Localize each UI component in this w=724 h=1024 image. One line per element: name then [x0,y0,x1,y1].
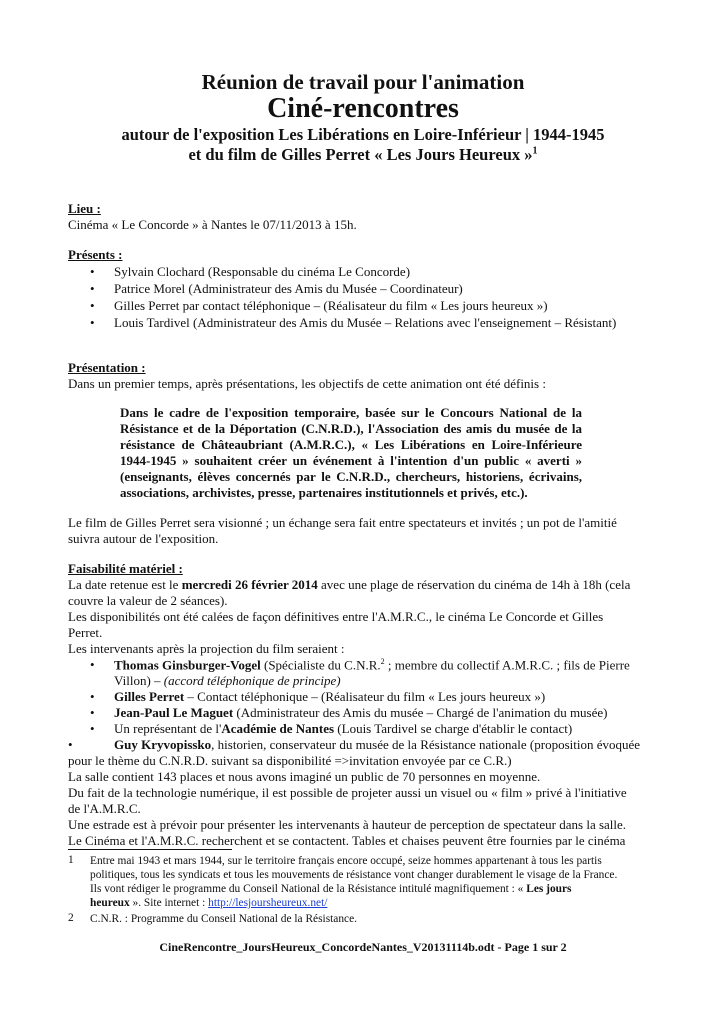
subtitle-line-2-text: et du film de Gilles Perret « Les Jours Heureux » [188,145,533,164]
objective-quote: Dans le cadre de l'exposition temporaire, basée sur le Concours National de la Résistance et de la Déportation (C.N.R.D.), l'Association des amis du musée de la résistance de Châteaubriant (A.M.R.C.), « Les Libérations en Loire-Inférieure 1944-1945 » souhaitent créer un événement à l'intention d'un public « averti » (enseignants, élèves concernés par le C.N.R.D., chercheurs, historiens, écrivains, associations, archivistes, presse, partenaires institutionnels et privés, etc.). [120,405,582,500]
date-line [68,577,630,593]
present-item: Gilles Perret par contact téléphonique – (Réalisateur du film « Les jours heureux ») [114,298,548,313]
bullet: • [90,705,95,720]
footnote-1-line-1: Entre mai 1943 et mars 1944, sur le territoire français encore occupé, seize hommes appartenant à tous les partis [90,855,602,867]
intervenant-text: Un représentant de l' [114,721,222,736]
date-post: avec une plage de réservation du cinéma de 14h à 18h (cela [317,577,631,592]
intervenant-name: Académie de Nantes [221,721,335,736]
footnote-text: Ils vont rédiger le programme du Conseil National de la Résistance intitulé magnifiquement : « [90,883,527,895]
intervenant-1 [114,657,630,673]
intervenant-1-line-2 [114,673,341,689]
intervenant-text: (Spécialiste du C.N.R. [260,657,381,673]
bullet: • [90,315,95,330]
presentation-after-1: Le film de Gilles Perret sera visionné ; un échange sera fait entre spectateurs et invités ; un pot de l'amitié [68,515,617,530]
website-link[interactable]: http://lesjoursheureux.net/ [208,897,328,909]
intervenant-2 [114,689,545,705]
bullet: • [90,657,95,672]
present-item: Louis Tardivel (Administrateur des Amis du Musée – Relations avec l'enseignement – Résistant) [114,315,617,330]
footnote-ref-1[interactable]: 1 [532,145,538,157]
cinema-text: Le Cinéma et l'A.M.R.C. recherchent et se contactent. Tables et chaises peuvent être fournies par le cinéma [68,833,626,848]
footnote-text: ». Site internet : [129,897,209,909]
footnote-1-line-4 [90,896,327,911]
estrade-text: Une estrade est à prévoir pour présenter les intervenants à hauteur de perception de spectateur dans la salle. [68,817,627,832]
bullet: • [90,689,95,704]
present-item: Sylvain Clochard (Responsable du cinéma Le Concorde) [114,264,411,279]
bullet: • [90,264,95,279]
footnote-1-line-2: politiques, tous les syndicats et tous les mouvements de résistance vont changer durablement le visage de la France. [90,869,618,881]
intervenants-intro: Les intervenants après la projection du film seraient : [68,641,345,656]
footnote-bold: Les jours [526,883,572,895]
intervenant-note: (accord téléphonique de principe) [163,673,341,688]
dispo-line-2: Perret. [68,625,103,640]
dispo-line-1: Les disponibilités ont été calées de façon définitives entre l'A.M.R.C., le cinéma Le Concorde et Gilles [68,609,604,624]
intervenant-text: Villon) – [114,673,164,688]
intervenant-text: , historien, conservateur du musée de la Résistance nationale (proposition évoquée [211,737,641,752]
intervenant-name: Gilles Perret [114,689,185,704]
title-line-1: Réunion de travail pour l'animation [201,70,525,94]
footnote-bold: heureux [90,897,130,909]
date-line-2: couvre la valeur de 2 séances). [68,593,228,608]
intervenant-5-line-2: pour le thème du C.N.R.D. suivant sa disponibilité =>invitation envoyée par ce C.R.) [68,753,512,768]
footnote-1-line-3 [90,882,571,897]
lieu-text: Cinéma « Le Concorde » à Nantes le 07/11/2013 à 15h. [68,217,357,232]
techno-line-2: de l'A.M.R.C. [68,801,141,816]
lieu-heading: Lieu : [68,201,101,216]
event-date: mercredi 26 février 2014 [181,577,318,592]
footnote-2: C.N.R. : Programme du Conseil National de la Résistance. [90,913,358,925]
footnote-divider [68,849,232,850]
intervenant-name: Jean-Paul Le Maguet [114,705,234,720]
page-footer: CineRencontre_JoursHeureux_ConcordeNantes_V20131114b.odt - Page 1 sur 2 [159,940,567,954]
bullet: • [68,737,73,752]
presentation-heading: Présentation : [68,360,146,375]
presentation-after-2: suivra autour de l'exposition. [68,531,219,546]
intervenant-3 [114,705,608,721]
footnote-ref-2[interactable]: 2 [380,657,385,666]
intervenant-name: Thomas Ginsburger-Vogel [114,657,261,673]
present-item: Patrice Morel (Administrateur des Amis du Musée – Coordinateur) [114,281,463,296]
presentation-intro: Dans un premier temps, après présentations, les objectifs de cette animation ont été définis : [68,376,546,391]
presents-heading: Présents : [68,247,123,262]
techno-line-1: Du fait de la technologie numérique, il est possible de projeter aussi un visuel ou « film » privé à l'initiative [68,785,627,800]
intervenant-text: (Louis Tardivel se charge d'établir le contact) [334,721,573,736]
bullet: • [90,721,95,736]
title-line-2: Ciné-rencontres [267,93,459,124]
salle-text: La salle contient 143 places et nous avons imaginé un public de 70 personnes en moyenne. [68,769,541,784]
footnote-number: 2 [68,912,74,924]
faisabilite-heading: Faisabilité matériel : [68,561,183,576]
bullet: • [90,298,95,313]
footnote-number: 1 [68,854,74,866]
subtitle-line-1: autour de l'exposition Les Libérations en Loire-Inférieur | 1944-1945 [121,125,605,144]
bullet: • [90,281,95,296]
subtitle-line-2 [68,145,658,165]
date-pre: La date retenue est le [68,577,182,592]
intervenant-name: Guy Kryvopissko [114,737,212,752]
intervenant-text: ; membre du collectif A.M.R.C. ; fils de Pierre [384,657,630,673]
intervenant-text: – Contact téléphonique – (Réalisateur du film « Les jours heureux ») [184,689,546,704]
intervenant-4 [114,721,572,737]
intervenant-text: (Administrateur des Amis du musée – Chargé de l'animation du musée) [233,705,608,720]
intervenant-5 [114,737,640,753]
